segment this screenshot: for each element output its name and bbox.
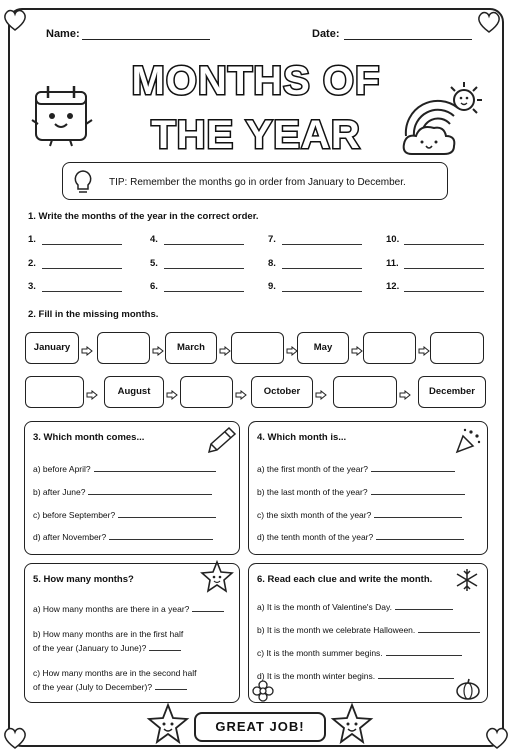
panel-6-item-a: a) It is the month of Valentine's Day. — [257, 602, 453, 612]
pencil-icon — [205, 426, 237, 456]
name-label: Name: — [46, 28, 80, 40]
panel-3-item-a: a) before April? — [33, 464, 216, 474]
panel-4-item-a: a) the first month of the year? — [257, 464, 455, 474]
panel-5-item-c-line-2: of the year (July to December)? — [33, 682, 187, 692]
month-box: October — [251, 376, 313, 408]
panel-3-item-c: c) before September? — [33, 510, 216, 520]
answer-line[interactable] — [282, 291, 362, 292]
answer-line[interactable] — [282, 244, 362, 245]
name-field[interactable] — [82, 39, 210, 40]
pumpkin-icon — [455, 678, 481, 700]
answer-line[interactable] — [155, 689, 187, 690]
heart-icon — [2, 8, 28, 32]
month-number-label: 6. — [150, 281, 158, 292]
answer-line[interactable] — [88, 494, 212, 495]
panel-which-month-is — [248, 421, 488, 555]
arrow-right-icon — [418, 343, 430, 353]
heart-icon — [2, 726, 28, 750]
panel-4-item-c: c) the sixth month of the year? — [257, 510, 462, 520]
answer-line[interactable] — [164, 244, 244, 245]
panel-5-item-b-line-1: b) How many months are in the first half — [33, 629, 184, 639]
month-box: March — [165, 332, 217, 364]
answer-line[interactable] — [371, 471, 455, 472]
answer-line[interactable] — [42, 291, 122, 292]
arrow-right-icon — [166, 387, 178, 397]
answer-line[interactable] — [282, 268, 362, 269]
section-1-title: 1. Write the months of the year in the correct order. — [28, 211, 259, 222]
panel-3-item-d: d) after November? — [33, 532, 213, 542]
snowflake-icon — [455, 568, 479, 592]
panel-which-month-comes — [24, 421, 240, 555]
month-number-label: 5. — [150, 258, 158, 269]
empty-month-box[interactable] — [231, 332, 284, 364]
month-number-label: 9. — [268, 281, 276, 292]
rainbow-icon — [398, 78, 488, 160]
answer-line[interactable] — [192, 611, 224, 612]
answer-line[interactable] — [42, 268, 122, 269]
empty-month-box[interactable] — [25, 376, 84, 408]
month-box: January — [25, 332, 79, 364]
month-number-slot — [268, 234, 276, 245]
answer-line[interactable] — [376, 539, 464, 540]
star-icon — [199, 560, 235, 594]
arrow-right-icon — [219, 343, 231, 353]
panel-5-item-b-line-2: of the year (January to June)? — [33, 643, 181, 653]
month-number-slot — [386, 234, 399, 245]
panel-3-item-b: b) after June? — [33, 487, 212, 497]
lightbulb-icon — [69, 167, 97, 195]
month-number-label: 7. — [268, 234, 276, 245]
month-number-slot — [386, 281, 399, 292]
date-field[interactable] — [344, 39, 472, 40]
arrow-right-icon — [81, 343, 93, 353]
month-number-label: 2. — [28, 258, 36, 269]
answer-line[interactable] — [374, 517, 462, 518]
answer-line[interactable] — [378, 678, 454, 679]
month-number-slot — [268, 258, 276, 269]
great-job-banner: GREAT JOB! — [194, 712, 326, 742]
star-icon — [330, 702, 374, 746]
panel-4-title: 4. Which month is... — [257, 432, 347, 443]
month-number-slot — [28, 258, 36, 269]
month-box: May — [297, 332, 349, 364]
panel-6-title: 6. Read each clue and write the month. — [257, 574, 433, 585]
month-number-slot — [386, 258, 399, 269]
answer-line[interactable] — [164, 291, 244, 292]
arrow-right-icon — [315, 387, 327, 397]
arrow-right-icon — [235, 387, 247, 397]
empty-month-box[interactable] — [180, 376, 233, 408]
answer-line[interactable] — [404, 268, 484, 269]
month-number-slot — [150, 258, 158, 269]
month-number-label: 10. — [386, 234, 400, 245]
answer-line[interactable] — [386, 655, 462, 656]
month-number-slot — [150, 234, 158, 245]
month-box: August — [104, 376, 164, 408]
answer-line[interactable] — [404, 291, 484, 292]
panel-4-item-b: b) the last month of the year? — [257, 487, 465, 497]
star-icon — [146, 702, 190, 746]
title-line-2: THE YEAR — [151, 113, 361, 156]
party-popper-icon — [453, 426, 483, 456]
empty-month-box[interactable] — [363, 332, 416, 364]
tip-text: TIP: Remember the months go in order from January to December. — [109, 177, 406, 188]
title-line-1: MONTHS OF — [131, 59, 381, 103]
month-number-label: 4. — [150, 234, 158, 245]
arrow-right-icon — [399, 387, 411, 397]
month-number-slot — [28, 281, 36, 292]
panel-5-title: 5. How many months? — [33, 574, 134, 585]
month-number-slot — [150, 281, 158, 292]
answer-line[interactable] — [371, 494, 465, 495]
heart-icon — [476, 10, 502, 34]
flower-icon — [252, 680, 274, 702]
arrow-right-icon — [351, 343, 363, 353]
month-number-label: 11. — [386, 258, 399, 269]
panel-how-many-months — [24, 563, 240, 703]
month-number-label: 3. — [28, 281, 36, 292]
answer-line[interactable] — [149, 650, 181, 651]
answer-line[interactable] — [395, 609, 453, 610]
panel-6-item-b: b) It is the month we celebrate Halloween. — [257, 625, 480, 635]
header — [46, 26, 472, 46]
panel-3-title: 3. Which month comes... — [33, 432, 145, 443]
cloud-icon — [404, 127, 455, 154]
empty-month-box[interactable] — [97, 332, 150, 364]
month-number-slot — [28, 234, 36, 245]
panel-read-clue — [248, 563, 488, 703]
month-box: December — [418, 376, 486, 408]
empty-month-box[interactable] — [430, 332, 484, 364]
date-label: Date: — [312, 28, 340, 40]
answer-line[interactable] — [42, 244, 122, 245]
month-number-slot — [268, 281, 276, 292]
answer-line[interactable] — [418, 632, 480, 633]
panel-4-item-d: d) the tenth month of the year? — [257, 532, 464, 542]
answer-line[interactable] — [164, 268, 244, 269]
month-number-label: 12. — [386, 281, 400, 292]
tip-box — [62, 162, 448, 200]
panel-5-item-c-line-1: c) How many months are in the second half — [33, 668, 197, 678]
panel-6-item-d: d) It is the month winter begins. — [257, 671, 454, 681]
arrow-right-icon — [86, 387, 98, 397]
section-2-title: 2. Fill in the missing months. — [28, 309, 159, 320]
answer-line[interactable] — [404, 244, 484, 245]
answer-line[interactable] — [94, 471, 216, 472]
month-number-label: 1. — [28, 234, 36, 245]
answer-line[interactable] — [118, 517, 216, 518]
sun-icon — [451, 82, 482, 113]
panel-6-item-c: c) It is the month summer begins. — [257, 648, 462, 658]
empty-month-box[interactable] — [333, 376, 397, 408]
arrow-right-icon — [152, 343, 164, 353]
answer-line[interactable] — [109, 539, 213, 540]
month-number-label: 8. — [268, 258, 276, 269]
heart-icon — [484, 726, 510, 750]
panel-5-item-a: a) How many months are there in a year? — [33, 604, 224, 614]
